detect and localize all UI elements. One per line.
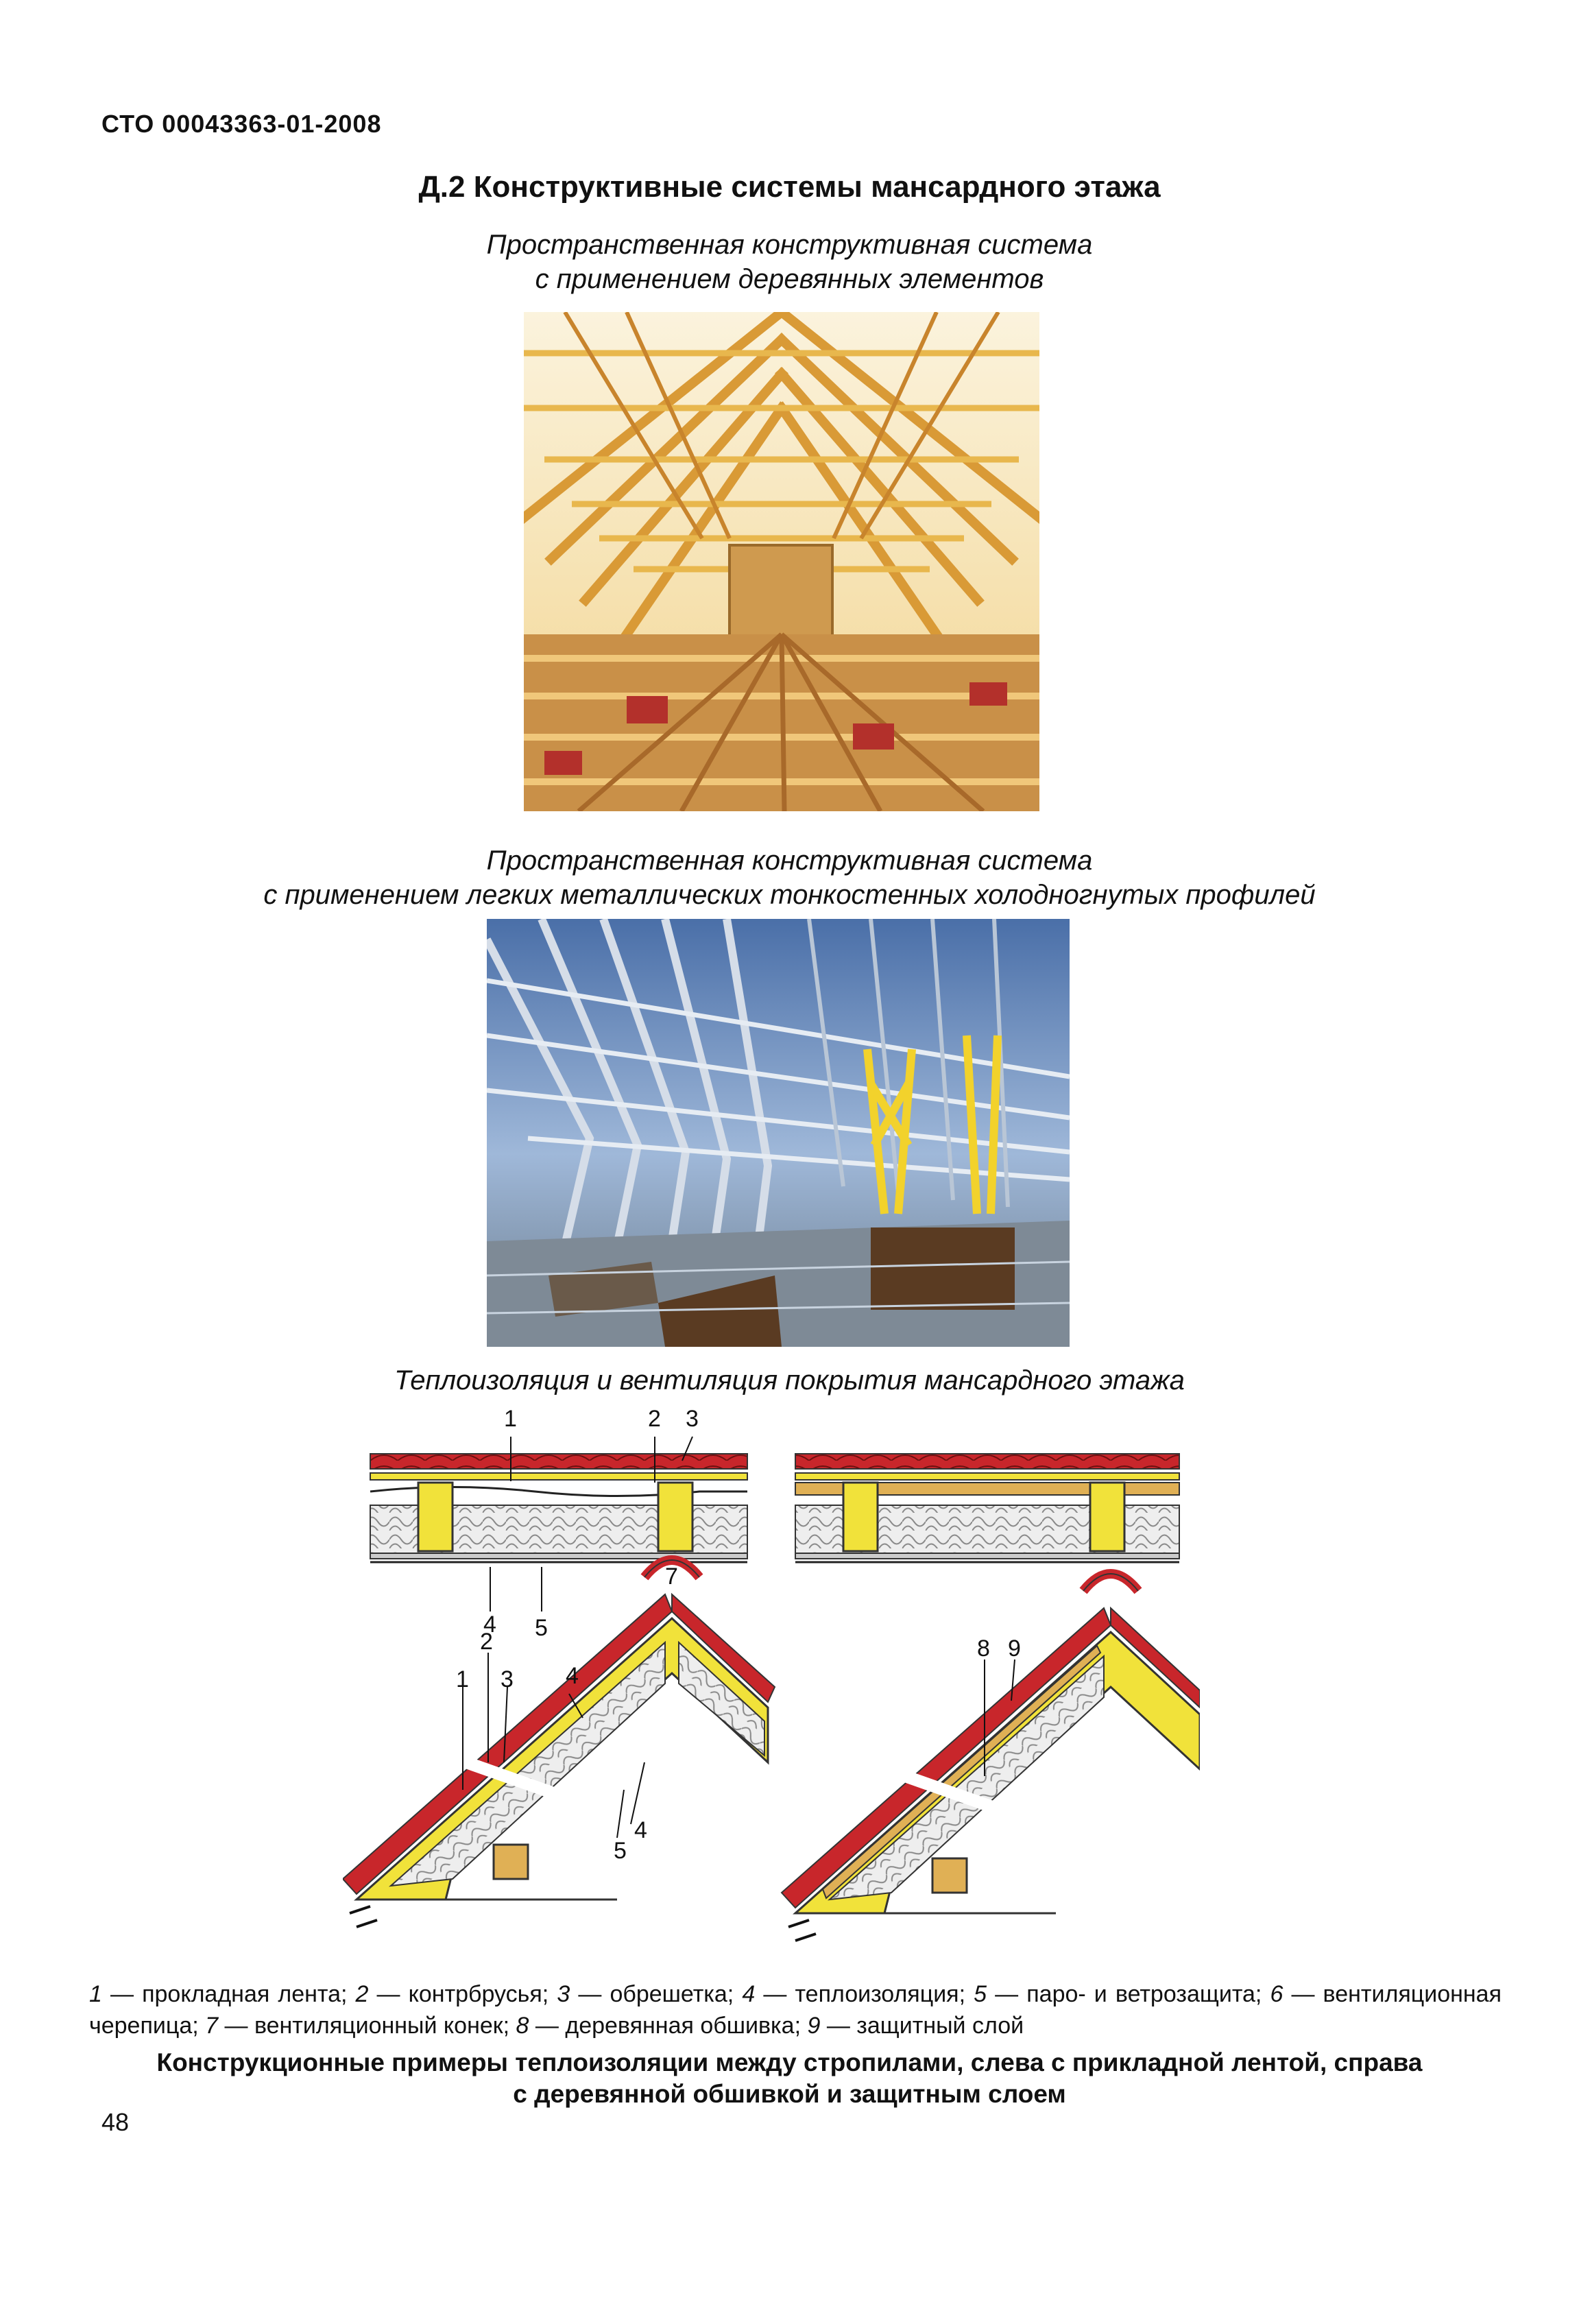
- legend-num-6: 6: [1270, 1981, 1283, 2007]
- legend-num-9: 9: [807, 2013, 821, 2039]
- legend-text-5: — паро- и ветрозащита;: [987, 1981, 1270, 2007]
- legend-num-7: 7: [205, 2013, 219, 2039]
- figure-title-line1: Конструкционные примеры теплоизоляции между стропилами, слева с прикладной лентой, справа: [156, 2048, 1423, 2076]
- legend-num-3: 3: [557, 1981, 570, 2007]
- insulation-caption: Теплоизоляция и вентиляция покрытия мансардного этажа: [394, 1365, 1185, 1395]
- callout-5-ridge: 5: [614, 1838, 627, 1864]
- callout-5-flat: 5: [535, 1615, 548, 1641]
- callout-8: 8: [977, 1636, 990, 1662]
- legend-text-2: — контрбрусья;: [368, 1981, 557, 2007]
- metal-caption-line2: с применением легких металлических тонкостенных холодногнутых профилей: [263, 880, 1316, 910]
- callout-1-ridge: 1: [456, 1666, 469, 1692]
- callout-9: 9: [1008, 1636, 1021, 1662]
- flat-section-right: [795, 1454, 1179, 1562]
- callout-3-ridge: 3: [501, 1666, 514, 1692]
- metal-attic-photo: [487, 919, 1070, 1347]
- callout-2-top: 2: [648, 1406, 661, 1432]
- legend-num-2: 2: [355, 1981, 369, 2007]
- figure-title: [69, 2047, 1510, 2110]
- callout-1-top: 1: [504, 1406, 517, 1432]
- callout-3-top: 3: [686, 1406, 699, 1432]
- wooden-attic-photo: [524, 312, 1039, 811]
- metal-caption-line1: Пространственная конструктивная система: [486, 846, 1093, 876]
- legend-num-1: 1: [89, 1981, 102, 2007]
- legend-text-8: — деревянная обшивка;: [529, 2013, 808, 2039]
- figure-legend: [89, 1978, 1502, 2041]
- legend-num-8: 8: [516, 2013, 529, 2039]
- callout-4-flat: 4: [483, 1612, 496, 1638]
- legend-text-4: — теплоизоляция;: [755, 1981, 974, 2007]
- callout-4-ridge-top: 4: [566, 1663, 579, 1689]
- callout-7: 7: [665, 1564, 678, 1590]
- callout-2-ridge: 2: [480, 1629, 493, 1655]
- ridge-section-left: [343, 1560, 775, 1927]
- document-code: СТО 00043363-01-2008: [101, 110, 382, 138]
- legend-text-7: — вентиляционный конек;: [218, 2013, 516, 2039]
- legend-text-3: — обрешетка;: [570, 1981, 743, 2007]
- figure-title-line2: с деревянной обшивкой и защитным слоем: [513, 2080, 1066, 2108]
- legend-text-1: — прокладная лента;: [101, 1981, 356, 2007]
- wood-caption: [0, 228, 1579, 296]
- flat-section-left: [370, 1454, 747, 1562]
- legend-num-5: 5: [974, 1981, 987, 2007]
- ridge-section-right: [782, 1574, 1200, 1941]
- wood-caption-line2: с применением деревянных элементов: [535, 264, 1044, 294]
- wood-caption-line1: Пространственная конструктивная система: [486, 230, 1093, 260]
- section-title: Д.2 Конструктивные системы мансардного этажа: [418, 170, 1161, 204]
- legend-num-4: 4: [742, 1981, 756, 2007]
- legend-text-9: — защитный слой: [820, 2013, 1024, 2039]
- metal-caption: [0, 843, 1579, 912]
- insulation-diagram: [343, 1406, 1200, 1954]
- callout-4-ridge: 4: [634, 1817, 647, 1843]
- page-number: 48: [101, 2108, 130, 2136]
- legend-text-6: — вентиляционная черепица;: [89, 1981, 1502, 2039]
